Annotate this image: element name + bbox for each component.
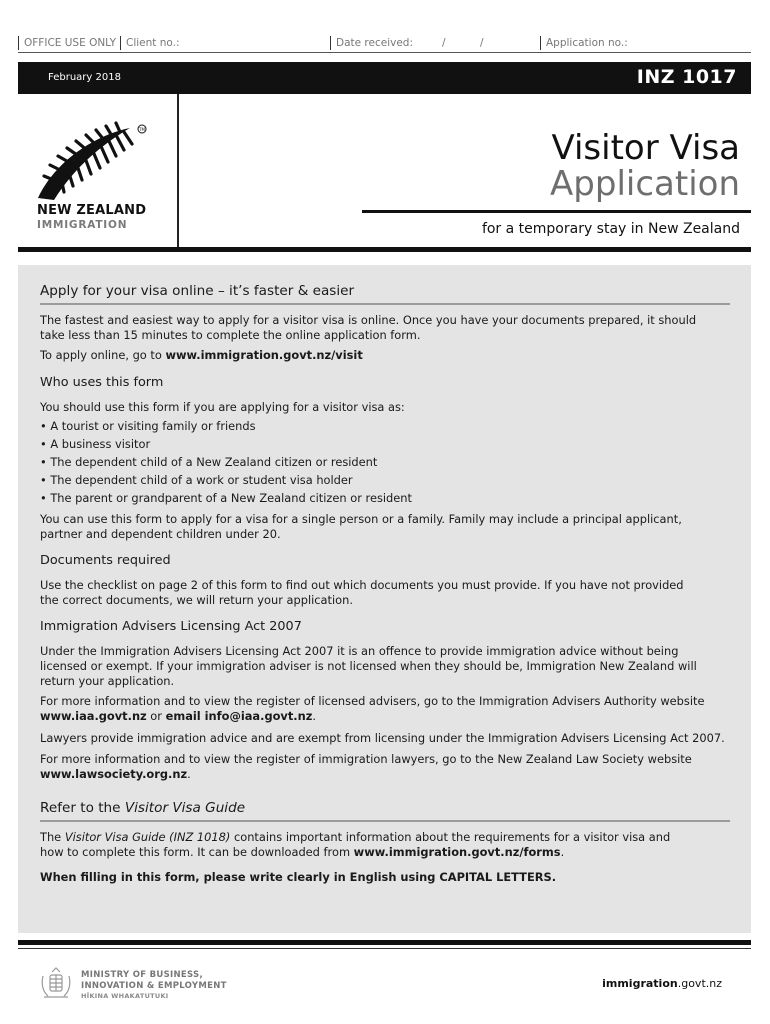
period: . [187,767,191,781]
period: . [312,709,316,723]
who-uses-outro: You can use this form to apply for a visa for a single person or a family. Family may include a principal applicant, [40,512,682,526]
coat-of-arms-icon [38,966,74,1002]
mbie-name-line1: MINISTRY OF BUSINESS, [81,970,203,980]
section-heading-iala: Immigration Advisers Licensing Act 2007 [40,619,302,634]
client-no-field[interactable]: Client no.: [120,36,180,50]
date-separator: / [480,37,484,49]
mbie-maori-name: HĪKINA WHAKATUTUKI [81,992,169,1000]
guide-text [40,845,730,860]
who-uses-outro: partner and dependent children under 20. [40,527,281,541]
footer-divider [18,940,751,945]
iala-text: Lawyers provide immigration advice and are exempt from licensing under the Immigration Advisers Licensing Act 2007. [40,731,725,745]
guide-title-italic: Visitor Visa Guide (INZ 1018) [64,830,231,844]
section-heading-apply-online: Apply for your visa online – it’s faster & easier [40,283,355,299]
site-bold: immigration [602,977,678,990]
mbie-name-line2: INNOVATION & EMPLOYMENT [81,981,227,991]
guide-heading-text: Refer to the [40,800,125,816]
header-bar [18,62,751,94]
list-item: • A business visitor [40,437,151,451]
logo-divider [177,94,179,248]
information-panel [18,265,751,933]
capital-letters-note: When filling in this form, please write clearly in English using CAPITAL LETTERS. [40,870,557,884]
list-item-text: The parent or grandparent of a New Zealand citizen or resident [50,491,412,505]
office-use-strip [18,36,751,53]
iala-text: Under the Immigration Advisers Licensing Act 2007 it is an offence to provide immigration advice without being [40,644,679,658]
iala-text: For more information and to view the register of licensed advisers, go to the Immigration Advisers Authority website [40,694,705,708]
section-heading-who-uses: Who uses this form [40,375,164,390]
iaa-website-link[interactable]: www.iaa.govt.nz [40,709,147,723]
website-link[interactable] [602,977,722,990]
logo-immigration: IMMIGRATION [37,219,128,231]
guide-heading-italic: Visitor Visa Guide [124,800,246,816]
guide-text-part: The [40,830,65,844]
list-item-text: A tourist or visiting family or friends [50,419,256,433]
apply-online-text: The fastest and easiest way to apply for a visitor visa is online. Once you have your documents prepared, it should [40,313,697,327]
page-title: Visitor Visa [551,128,740,168]
list-item: • The dependent child of a New Zealand citizen or resident [40,455,378,469]
iala-links-line [40,709,730,724]
date-separator: / [442,37,446,49]
footer-divider-thin [18,948,751,949]
logo-new-zealand: NEW ZEALAND [37,203,147,218]
list-item: • The dependent child of a work or student visa holder [40,473,353,487]
list-item: • The parent or grandparent of a New Zealand citizen or resident [40,491,412,505]
page-subtitle: for a temporary stay in New Zealand [481,221,740,237]
who-uses-intro: You should use this form if you are applying for a visitor visa as: [40,400,405,414]
iaa-email-link[interactable]: email info@iaa.govt.nz [165,709,313,723]
documents-text: Use the checklist on page 2 of this form to find out which documents you must provide. If you have not provided [40,578,684,592]
iala-text: licensed or exempt. If your immigration adviser is not licensed when they should be, Immigration New Zealand will [40,659,697,673]
form-date: February 2018 [48,72,121,83]
section-rule [40,820,730,822]
or-text: or [146,709,166,723]
apply-online-text: take less than 15 minutes to complete the online application form. [40,328,421,342]
lawsociety-line [40,767,730,782]
apply-online-prefix: To apply online, go to [40,348,166,362]
title-rule [362,210,751,213]
trademark-symbol: TM [139,127,145,132]
guide-text [40,830,730,845]
page-title-secondary: Application [550,164,740,204]
list-item-text: The dependent child of a New Zealand citizen or resident [50,455,378,469]
section-heading-guide [40,799,730,817]
section-heading-documents: Documents required [40,553,171,568]
date-received-field[interactable]: Date received: [330,36,413,50]
header-divider [18,247,751,252]
forms-link[interactable]: www.immigration.govt.nz/forms [353,845,561,859]
section-rule [40,303,730,305]
list-item-text: The dependent child of a work or student visa holder [50,473,353,487]
application-no-field[interactable]: Application no.: [540,36,628,50]
apply-online-link-line [40,348,730,363]
office-use-label: OFFICE USE ONLY [18,36,116,50]
guide-text-part: contains important information about the requirements for a visitor visa and [230,830,671,844]
list-item: • A tourist or visiting family or friends [40,419,256,433]
documents-text: the correct documents, we will return your application. [40,593,353,607]
period: . [560,845,565,859]
lawsociety-link[interactable]: www.lawsociety.org.nz [40,767,188,781]
guide-text-part: how to complete this form. It can be downloaded from [40,845,354,859]
site-rest: .govt.nz [677,977,722,990]
iala-text: For more information and to view the register of immigration lawyers, go to the New Zealand Law Society website [40,752,692,766]
form-code: INZ 1017 [636,66,737,88]
list-item-text: A business visitor [50,437,151,451]
iala-text: return your application. [40,674,175,688]
visit-link[interactable]: www.immigration.govt.nz/visit [165,348,363,362]
